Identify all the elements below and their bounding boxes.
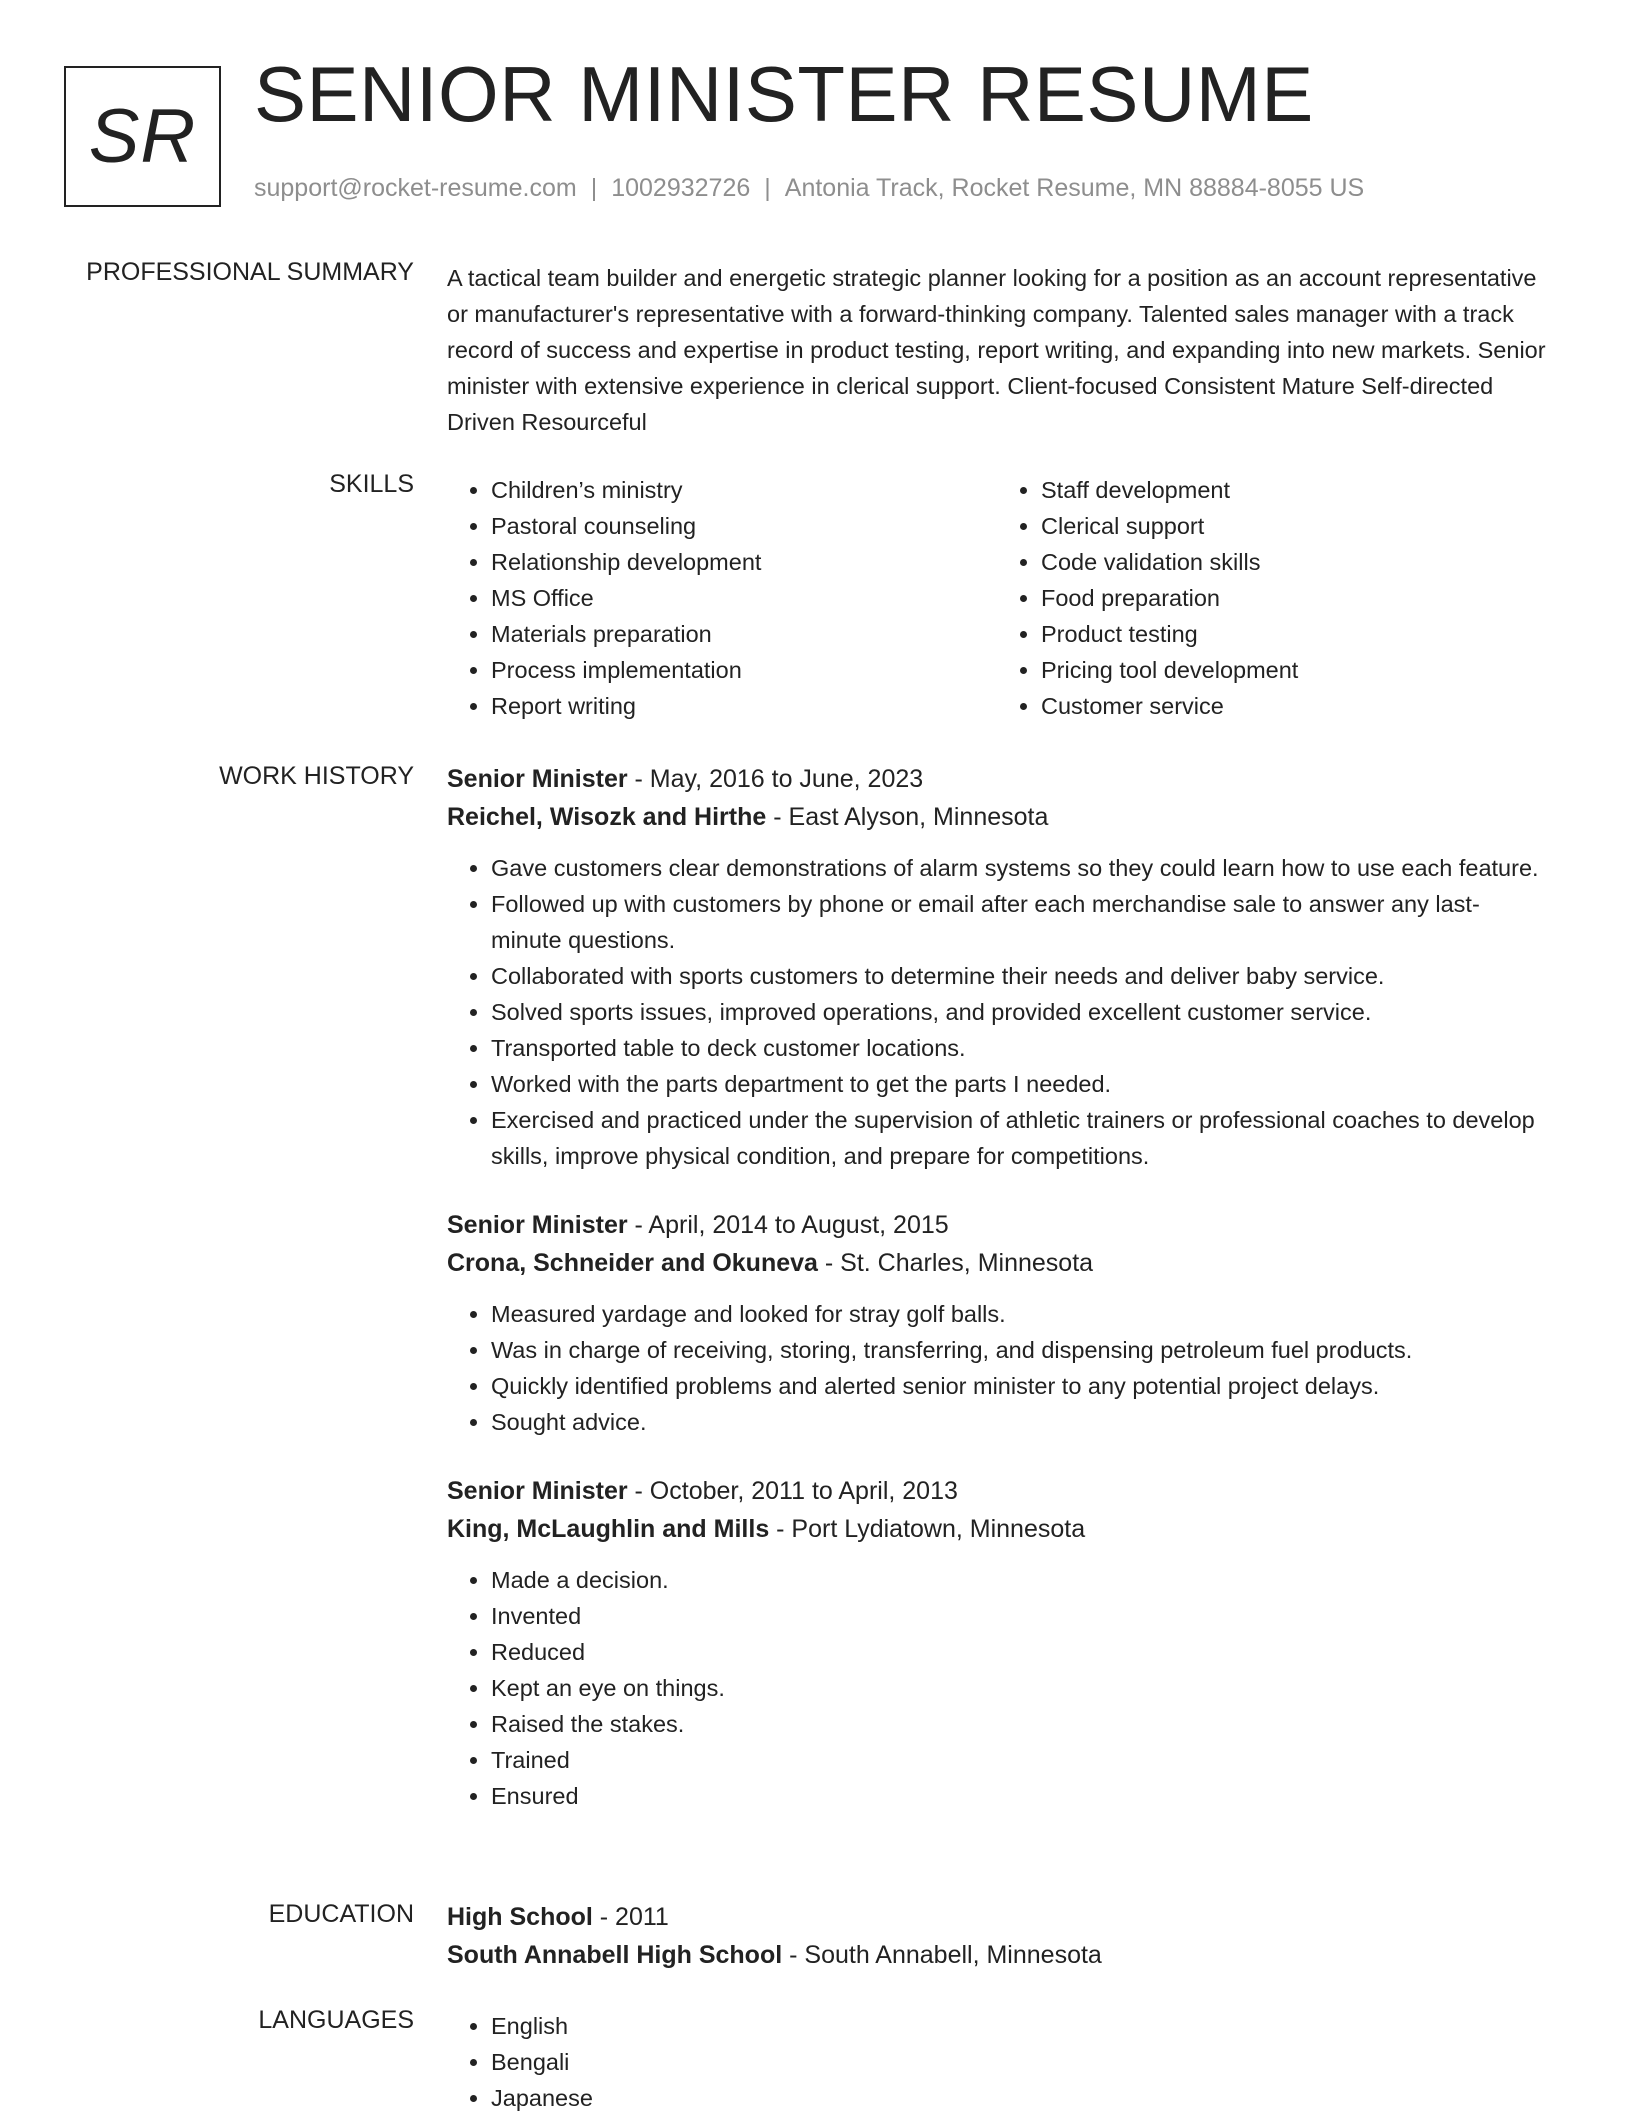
duty-item: • Exercised and practiced under the supervision of athletic trainers or professional coaches to develop skills, improve physical condition, and prepare for competitions. bbox=[491, 1102, 1547, 1174]
job-company: Crona, Schneider and Okuneva bbox=[447, 1249, 818, 1277]
job-duties bbox=[447, 1562, 1547, 1814]
job-duties bbox=[447, 1296, 1547, 1440]
duty-item: • Kept an eye on things. bbox=[491, 1670, 1547, 1706]
job-dates: - May, 2016 to June, 2023 bbox=[627, 765, 924, 793]
job-title-line bbox=[447, 1472, 1547, 1510]
job-dates: - October, 2011 to April, 2013 bbox=[627, 1477, 958, 1505]
skill-item: • MS Office bbox=[491, 580, 997, 616]
duty-item: • Gave customers clear demonstrations of alarm systems so they could learn how to use each feature. bbox=[491, 850, 1547, 886]
skill-item: • Staff development bbox=[1041, 472, 1547, 508]
duty-item: • Collaborated with sports customers to determine their needs and deliver baby service. bbox=[491, 958, 1547, 994]
skills-list-right bbox=[997, 472, 1547, 724]
job-entry bbox=[447, 760, 1547, 1174]
duty-item: • Raised the stakes. bbox=[491, 1706, 1547, 1742]
skill-item: • Relationship development bbox=[491, 544, 997, 580]
language-item: • English bbox=[491, 2008, 1547, 2044]
section-label-languages: LANGUAGES bbox=[258, 2006, 414, 2034]
duty-item: • Solved sports issues, improved operations, and provided excellent customer service. bbox=[491, 994, 1547, 1030]
duty-item: • Invented bbox=[491, 1598, 1547, 1634]
education-degree: High School bbox=[447, 1903, 593, 1931]
skill-item: • Report writing bbox=[491, 688, 997, 724]
job-location: - St. Charles, Minnesota bbox=[817, 1249, 1094, 1277]
skills-list-left bbox=[447, 472, 997, 724]
resume-title: SENIOR MINISTER RESUME bbox=[254, 50, 1314, 138]
duty-item: • Worked with the parts department to get the parts I needed. bbox=[491, 1066, 1547, 1102]
skill-item: • Pricing tool development bbox=[1041, 652, 1547, 688]
duty-item: • Made a decision. bbox=[491, 1562, 1547, 1598]
education-degree-line bbox=[447, 1898, 1547, 1936]
skill-item: • Materials preparation bbox=[491, 616, 997, 652]
languages-list bbox=[447, 2008, 1547, 2116]
job-entry bbox=[447, 1206, 1547, 1440]
education-location: - South Annabell, Minnesota bbox=[782, 1941, 1102, 1969]
education-school-line bbox=[447, 1936, 1547, 1974]
duty-item: • Reduced bbox=[491, 1634, 1547, 1670]
job-entry bbox=[447, 1472, 1547, 1814]
job-company-line bbox=[447, 1244, 1547, 1282]
job-location: - East Alyson, Minnesota bbox=[766, 803, 1049, 831]
language-item: • Bengali bbox=[491, 2044, 1547, 2080]
skill-item: • Customer service bbox=[1041, 688, 1547, 724]
job-company-line bbox=[447, 798, 1547, 836]
contact-email: support@rocket-resume.com bbox=[254, 174, 577, 202]
skill-item: • Product testing bbox=[1041, 616, 1547, 652]
skill-item: • Pastoral counseling bbox=[491, 508, 997, 544]
section-label-skills: SKILLS bbox=[329, 470, 414, 498]
section-label-work: WORK HISTORY bbox=[219, 762, 414, 790]
job-title: Senior Minister bbox=[447, 765, 628, 793]
job-location: - Port Lydiatown, Minnesota bbox=[769, 1515, 1086, 1543]
contact-address: Antonia Track, Rocket Resume, MN 88884-8055 US bbox=[784, 174, 1365, 202]
duty-item: • Measured yardage and looked for stray golf balls. bbox=[491, 1296, 1547, 1332]
job-title-line bbox=[447, 1206, 1547, 1244]
job-dates: - April, 2014 to August, 2015 bbox=[627, 1211, 949, 1239]
duty-item: • Trained bbox=[491, 1742, 1547, 1778]
duty-item: • Was in charge of receiving, storing, transferring, and dispensing petroleum fuel products. bbox=[491, 1332, 1547, 1368]
duty-item: • Sought advice. bbox=[491, 1404, 1547, 1440]
contact-separator: | bbox=[590, 174, 598, 202]
duty-item: • Followed up with customers by phone or email after each merchandise sale to answer any last-minute questions. bbox=[491, 886, 1547, 958]
contact-separator: | bbox=[764, 174, 771, 202]
skill-item: • Process implementation bbox=[491, 652, 997, 688]
section-label-summary: PROFESSIONAL SUMMARY bbox=[86, 258, 414, 286]
education-year: - 2011 bbox=[592, 1903, 669, 1931]
education-school: South Annabell High School bbox=[447, 1941, 783, 1969]
skill-item: • Children’s ministry bbox=[491, 472, 997, 508]
contact-line bbox=[254, 174, 1364, 203]
language-item: • Japanese bbox=[491, 2080, 1547, 2116]
job-duties bbox=[447, 850, 1547, 1174]
job-title: Senior Minister bbox=[447, 1211, 628, 1239]
job-company-line bbox=[447, 1510, 1547, 1548]
summary-text: A tactical team builder and energetic strategic planner looking for a position as an account representative or manufacturer's representative with a forward-thinking company. Talented sales manager with a track record of success and expertise in product testing, report writing, and expanding into new markets. Senior minister with extensive experience in clerical support. Client-focused Consistent Mature Self-directed Driven Resourceful bbox=[447, 265, 1546, 435]
section-label-education: EDUCATION bbox=[268, 1900, 414, 1928]
skill-item: • Food preparation bbox=[1041, 580, 1547, 616]
skill-item: • Code validation skills bbox=[1041, 544, 1547, 580]
job-title-line bbox=[447, 760, 1547, 798]
job-company: King, McLaughlin and Mills bbox=[447, 1515, 770, 1543]
duty-item: • Quickly identified problems and alerted senior minister to any potential project delays. bbox=[491, 1368, 1547, 1404]
job-company: Reichel, Wisozk and Hirthe bbox=[447, 803, 767, 831]
duty-item: • Transported table to deck customer locations. bbox=[491, 1030, 1547, 1066]
duty-item: • Ensured bbox=[491, 1778, 1547, 1814]
skill-item: • Clerical support bbox=[1041, 508, 1547, 544]
job-title: Senior Minister bbox=[447, 1477, 628, 1505]
contact-phone: 1002932726 bbox=[611, 174, 751, 202]
monogram-logo: SR bbox=[64, 66, 221, 207]
